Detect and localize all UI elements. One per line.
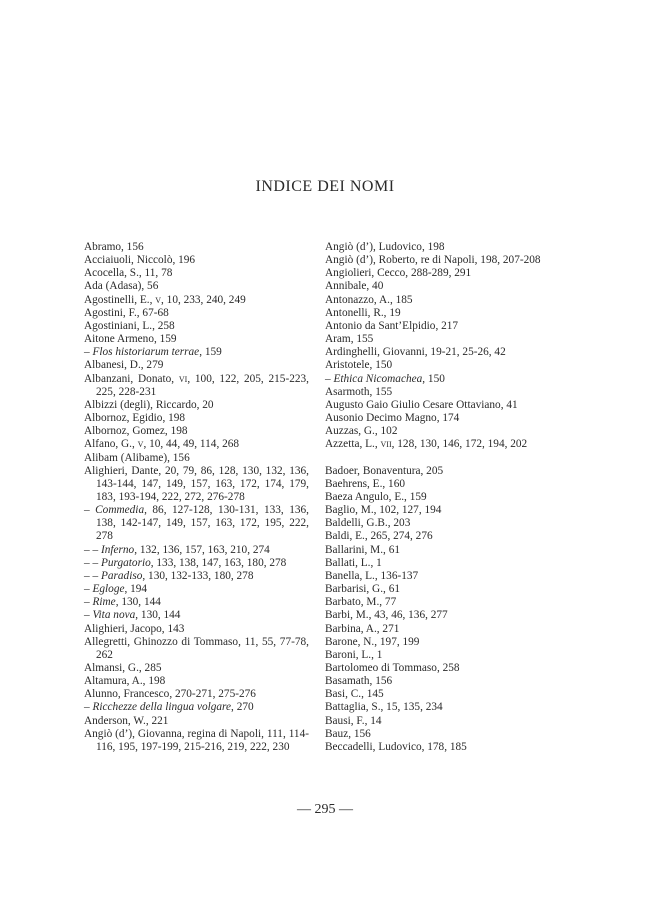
- index-entry-text: , 150: [422, 372, 445, 385]
- index-entry-text: Antonelli, R., 19: [325, 306, 401, 319]
- index-entry-text: –: [84, 583, 93, 596]
- index-entry-text: Baldelli, G.B., 203: [325, 517, 411, 530]
- index-entry-text: – –: [84, 556, 101, 569]
- index-entry-text: Aristotele, 150: [325, 359, 393, 372]
- index-entry: [84, 399, 309, 412]
- index-entry-text: Allegretti, Ghinozzo di Tommaso, 11, 55, 77-78, 262: [84, 635, 309, 661]
- index-entry: [325, 307, 550, 320]
- index-entry: [325, 583, 550, 596]
- index-entry-text: Ricchezze della lingua volgare: [92, 701, 232, 714]
- index-entry: [325, 346, 550, 359]
- index-entry-text: Ausonio Decimo Magno, 174: [325, 412, 460, 425]
- index-entry: [84, 504, 309, 543]
- index-entry-text: –: [84, 596, 93, 609]
- index-entry-text: Barbato, M., 77: [325, 596, 397, 609]
- index-entry-text: Almansi, G., 285: [84, 662, 162, 674]
- index-entry: [325, 491, 550, 504]
- index-entry: [84, 241, 309, 254]
- index-entry-text: , 130, 132-133, 180, 278: [142, 569, 254, 582]
- index-entry: [325, 530, 550, 543]
- index-entry-text: Rime: [92, 596, 116, 609]
- index-entry-text: Albanesi, D., 279: [84, 359, 164, 372]
- index-entry: [84, 425, 309, 438]
- index-entry-text: Bartolomeo di Tommaso, 258: [325, 661, 460, 674]
- index-entry: [325, 241, 550, 254]
- index-entry: [84, 333, 309, 346]
- index-entry: [84, 688, 309, 701]
- index-entry: [84, 346, 309, 359]
- index-entry-text: Aitone Armeno, 159: [84, 333, 177, 346]
- index-entry: [325, 280, 550, 293]
- index-entry-text: Baehrens, E., 160: [325, 477, 405, 490]
- index-entry-text: –: [325, 372, 334, 385]
- index-entry: [325, 636, 550, 649]
- index-entry: [325, 728, 550, 741]
- index-entry-text: Angiò (d’), Ludovico, 198: [325, 241, 445, 253]
- index-entry-text: –: [84, 504, 96, 517]
- index-entry: [325, 412, 550, 425]
- index-entry-text: Barbi, M., 43, 46, 136, 277: [325, 609, 448, 622]
- index-entry-text: Ardinghelli, Giovanni, 19-21, 25-26, 42: [325, 346, 506, 359]
- index-entry-text: Alighieri, Jacopo, 143: [84, 622, 185, 635]
- index-entry-text: vii: [380, 438, 392, 451]
- index-entry: [325, 359, 550, 372]
- index-entry-text: Anderson, W., 221: [84, 714, 169, 727]
- index-entry-text: Antonazzo, A., 185: [325, 293, 413, 306]
- index-entry-text: Basamath, 156: [325, 675, 393, 688]
- index-entry-text: Auzzas, G., 102: [325, 425, 398, 438]
- index-entry: [325, 373, 550, 386]
- index-entry: [325, 544, 550, 557]
- index-entry-text: , 86, 127-128, 130-131, 133, 136, 138, 142-147, 149, 157, 163, 172, 195, 222, 278: [96, 504, 309, 543]
- index-entry-text: Agostini, F., 67-68: [84, 306, 169, 319]
- index-entry-text: v: [155, 293, 162, 306]
- index-entry-text: Albanzani, Donato,: [84, 372, 179, 385]
- index-entry-text: Altamura, A., 198: [84, 675, 166, 688]
- index-entry: [325, 438, 550, 451]
- index-entry-text: Barbina, A., 271: [325, 622, 400, 635]
- index-entry: [84, 609, 309, 622]
- index-entry: [84, 280, 309, 293]
- index-entry: [325, 649, 550, 662]
- index-entry-text: Barbarisi, G., 61: [325, 583, 400, 596]
- page-number: — 295 —: [297, 802, 353, 817]
- index-entry: [84, 320, 309, 333]
- index-entry-text: Angiolieri, Cecco, 288-289, 291: [325, 267, 472, 280]
- index-entry-text: Angiò (d’), Roberto, re di Napoli, 198, 207-208: [325, 254, 541, 267]
- index-entry: [325, 465, 550, 478]
- index-entry-text: Alibam (Alibame), 156: [84, 451, 190, 464]
- index-entry-text: Baeza Angulo, E., 159: [325, 490, 427, 503]
- index-entry-text: Albornoz, Egidio, 198: [84, 412, 186, 425]
- index-entry-text: , 133, 138, 147, 163, 180, 278: [150, 556, 287, 569]
- index-entry: [84, 544, 309, 557]
- index-entry: [325, 267, 550, 280]
- index-entry-text: , 130, 144: [135, 609, 181, 622]
- index-entry-text: –: [84, 609, 93, 622]
- index-column-left: [84, 241, 309, 754]
- index-entry-text: Acciaiuoli, Niccolò, 196: [84, 254, 196, 267]
- index-entry-text: Alunno, Francesco, 270-271, 275-276: [84, 688, 256, 701]
- index-entry-text: Inferno: [100, 543, 135, 556]
- index-entry-text: Battaglia, S., 15, 135, 234: [325, 701, 443, 714]
- index-entry-text: vi: [178, 372, 188, 385]
- index-entry-text: , 10, 233, 240, 249: [161, 293, 246, 306]
- index-entry: [325, 254, 550, 267]
- index-entry: [325, 662, 550, 675]
- index-entry-text: Ballati, L., 1: [325, 556, 382, 569]
- index-entry: [84, 373, 309, 399]
- index-entry-text: , 130, 144: [115, 596, 161, 609]
- index-entry: [84, 412, 309, 425]
- page-title: INDICE DEI NOMI: [255, 178, 395, 195]
- index-entry-text: Barone, N., 197, 199: [325, 635, 420, 648]
- index-entry-text: Baroni, L., 1: [325, 648, 383, 661]
- index-entry: [325, 741, 550, 754]
- index-entry-text: , 10, 44, 49, 114, 268: [143, 438, 240, 451]
- index-entry-text: v: [137, 438, 144, 451]
- index-entry-text: Ballarini, M., 61: [325, 543, 400, 556]
- index-entry: [325, 715, 550, 728]
- index-entry: [325, 504, 550, 517]
- index-entry: [84, 701, 309, 714]
- index-entry-text: Bauz, 156: [325, 727, 371, 740]
- index-entry-text: –: [84, 701, 93, 714]
- index-entry-text: Ada (Adasa), 56: [84, 280, 159, 293]
- index-entry-text: , 128, 130, 146, 172, 194, 202: [391, 438, 528, 451]
- index-entry: [84, 307, 309, 320]
- index-entry: [325, 557, 550, 570]
- index-entry-text: Augusto Gaio Giulio Cesare Ottaviano, 41: [325, 398, 518, 411]
- index-entry-text: – –: [84, 543, 101, 556]
- index-entry: [84, 596, 309, 609]
- index-entry-text: Antonio da Sant’Elpidio, 217: [325, 319, 459, 332]
- index-entry-text: Albornoz, Gomez, 198: [84, 425, 188, 438]
- index-entry-text: Commedia: [95, 504, 145, 517]
- index-entry: [325, 596, 550, 609]
- index-entry: [84, 465, 309, 504]
- index-entry: [325, 675, 550, 688]
- index-entry-text: Flos historiarum terrae: [92, 346, 200, 359]
- index-entry-text: , 159: [199, 346, 222, 359]
- index-column-right: [325, 241, 550, 754]
- index-entry: [84, 254, 309, 267]
- index-entry: [84, 267, 309, 280]
- index-entry-text: Purgatorio: [100, 556, 151, 569]
- index-entry: [325, 333, 550, 346]
- index-entry-text: , 132, 136, 157, 163, 210, 274: [134, 543, 270, 556]
- index-entry-text: Alfano, G.,: [84, 438, 138, 451]
- index-entry-text: Annibale, 40: [325, 280, 384, 293]
- index-entry-text: Agostinelli, E.,: [84, 293, 156, 306]
- index-entry-text: , 194: [124, 583, 148, 596]
- index-entry: [84, 675, 309, 688]
- index-entry-text: Angiò (d’), Giovanna, regina di Napoli, 111, 114-116, 195, 197-199, 215-216, 219, 222, 230: [84, 727, 309, 753]
- index-entry-text: Beccadelli, Ludovico, 178, 185: [325, 740, 467, 753]
- letter-section-gap: [325, 452, 550, 465]
- index-entry-text: Acocella, S., 11, 78: [84, 267, 173, 280]
- index-entry: [84, 557, 309, 570]
- index-entry-text: Baglio, M., 102, 127, 194: [325, 504, 442, 517]
- index-entry-text: Alighieri, Dante, 20, 79, 86, 128, 130, 132, 136, 143-144, 147, 149, 157, 163, 172, 174, 179, 183, 193-194, 222, 272, 276-278: [84, 464, 309, 503]
- index-entry-text: Baldi, E., 265, 274, 276: [325, 530, 433, 543]
- index-entry: [325, 425, 550, 438]
- index-entry: [325, 570, 550, 583]
- index-entry-text: Albizzi (degli), Riccardo, 20: [84, 398, 214, 411]
- index-entry: [84, 636, 309, 662]
- index-entry: [325, 294, 550, 307]
- index-entry: [325, 701, 550, 714]
- index-entry: [325, 399, 550, 412]
- index-entry-text: Asarmoth, 155: [325, 385, 393, 398]
- index-entry-text: Vita nova: [92, 609, 136, 622]
- index-entry: [325, 386, 550, 399]
- index-entry: [84, 452, 309, 465]
- index-entry-text: Bausi, F., 14: [325, 714, 382, 727]
- index-entry-text: Banella, L., 136-137: [325, 569, 419, 582]
- index-entry-text: Agostiniani, L., 258: [84, 319, 175, 332]
- index-entry-text: Aram, 155: [325, 333, 374, 346]
- index-entry: [84, 438, 309, 451]
- index-entry: [325, 517, 550, 530]
- index-entry: [84, 623, 309, 636]
- index-entry: [84, 570, 309, 583]
- index-entry: [84, 728, 309, 754]
- index-entry-text: Basi, C., 145: [325, 688, 384, 701]
- index-entry: [325, 320, 550, 333]
- index-entry-text: Abramo, 156: [84, 241, 144, 253]
- index-entry: [84, 715, 309, 728]
- index-entry-text: Badoer, Bonaventura, 205: [325, 464, 444, 477]
- index-entry-text: , 100, 122, 205, 215-223, 225, 228-231: [96, 372, 309, 398]
- index-entry: [325, 688, 550, 701]
- index-entry-text: Paradiso: [100, 569, 143, 582]
- index-entry-text: , 270: [231, 701, 254, 714]
- index-entry-text: Azzetta, L.,: [325, 438, 381, 451]
- index-entry-text: Ethica Nicomachea: [333, 372, 423, 385]
- index-entry: [84, 294, 309, 307]
- index-entry-text: – –: [84, 569, 101, 582]
- index-entry: [325, 478, 550, 491]
- index-entry: [325, 623, 550, 636]
- index-entry: [325, 609, 550, 622]
- index-entry: [84, 662, 309, 675]
- index-entry-text: Egloge: [92, 583, 125, 596]
- index-entry: [84, 359, 309, 372]
- index-entry: [84, 583, 309, 596]
- index-entry-text: –: [84, 346, 93, 359]
